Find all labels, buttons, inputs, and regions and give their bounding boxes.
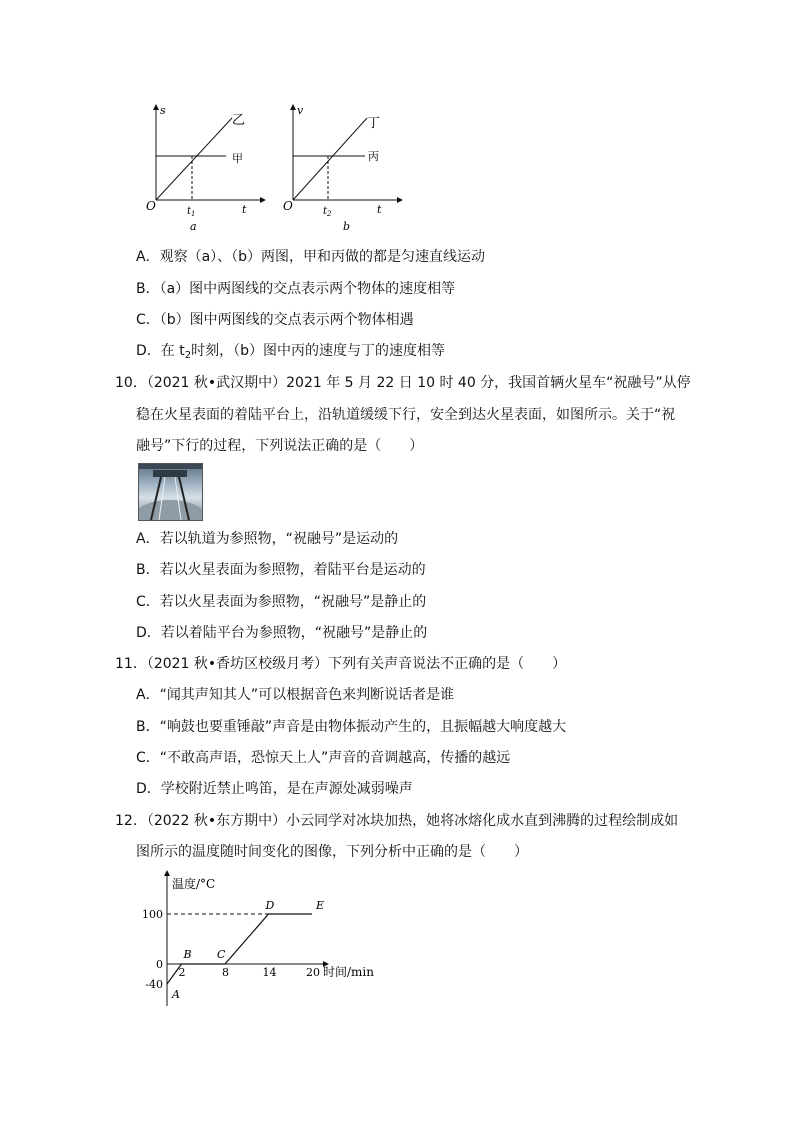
- graph-b-t-label: $t_2$: [323, 206, 332, 218]
- y-tick--40: -40: [145, 978, 163, 991]
- graph-a: [140, 100, 270, 235]
- mars-rover-photo: [138, 463, 203, 521]
- q10-option-b: B．若以火星表面为参照物，着陆平台是运动的: [136, 562, 426, 578]
- graph-b-up-label: 丁: [367, 116, 381, 131]
- point-label-A: A: [172, 988, 180, 1001]
- point-label-B: B: [183, 948, 192, 961]
- q12-stem-line1: 12．（2022 秋•东方期中）小云同学对冰块加热，她将冰熔化成水直到沸腾的过程绘制成如: [115, 813, 679, 829]
- x-tick-2: 2: [178, 966, 186, 979]
- graph-a-t-label: $t_1$: [187, 206, 196, 218]
- graph-a-up-label: 乙: [232, 113, 246, 128]
- y-axis-label: 温度/°C: [172, 877, 216, 891]
- x-tick-14: 14: [262, 966, 277, 979]
- q10-option-c: C．若以火星表面为参照物，“祝融号”是静止的: [136, 594, 427, 610]
- graph-b-origin: O: [283, 199, 293, 213]
- q9-option-d: D．在 $t_2$时刻，（b）图中丙的速度与丁的速度相等: [136, 343, 445, 361]
- q11-stem: 11．（2021 秋•香坊区校级月考）下列有关声音说法不正确的是（ ）: [115, 656, 567, 672]
- temperature-time-chart: [140, 866, 390, 1011]
- x-axis-label: 时间/min: [323, 965, 374, 979]
- graph-a-y-label: s: [160, 104, 166, 117]
- q12-stem-line2: 图所示的温度随时间变化的图像，下列分析中正确的是（ ）: [136, 844, 528, 860]
- q9-option-b: B．（a）图中两图线的交点表示两个物体的速度相等: [136, 281, 456, 297]
- y-tick-100: 100: [142, 908, 163, 921]
- graph-b-y-label: v: [297, 104, 304, 117]
- q10-stem-line2: 稳在火星表面的着陆平台上，沿轨道缓缓下行，安全到达火星表面，如图所示。关于“祝: [136, 407, 676, 423]
- q10-stem-line3: 融号”下行的过程，下列说法正确的是（ ）: [136, 438, 424, 454]
- x-tick-20: 20: [306, 966, 320, 979]
- point-label-E: E: [316, 899, 325, 912]
- q11-option-b: B．“响鼓也要重锤敲”声音是由物体振动产生的，且振幅越大响度越大: [136, 719, 567, 735]
- y-tick-0: 0: [156, 958, 163, 971]
- q11-option-d: D．学校附近禁止鸣笛，是在声源处减弱噪声: [136, 781, 413, 797]
- graph-a-x-label: t: [242, 203, 247, 216]
- q10-stem-line1: 10．（2021 秋•武汉期中）2021 年 5 月 22 日 10 时 40 分，我国首辆火星车“祝融号”从停: [115, 375, 691, 391]
- q9-option-a: A．观察（a）、（b）两图，甲和丙做的都是匀速直线运动: [136, 249, 486, 265]
- graph-a-caption: a: [190, 220, 197, 233]
- x-tick-8: 8: [222, 966, 229, 979]
- q11-option-c: C．“不敢高声语，恐惊天上人”声音的音调越高，传播的越远: [136, 750, 511, 766]
- graph-b-caption: b: [343, 220, 351, 233]
- graph-a-origin: O: [146, 199, 156, 213]
- q10-option-d: D．若以着陆平台为参照物，“祝融号”是静止的: [136, 625, 428, 641]
- graph-b: [277, 100, 407, 235]
- point-label-C: C: [217, 948, 226, 961]
- graph-b-flat-label: 丙: [368, 150, 379, 163]
- graph-b-x-label: t: [377, 203, 382, 216]
- q10-option-a: A．若以轨道为参照物，“祝融号”是运动的: [136, 531, 399, 547]
- point-label-D: D: [265, 899, 275, 912]
- q11-option-a: A．“闻其声知其人”可以根据音色来判断说话者是谁: [136, 687, 455, 703]
- graph-a-flat-label: 甲: [232, 152, 243, 165]
- q9-option-c: C．（b）图中两图线的交点表示两个物体相遇: [136, 312, 414, 328]
